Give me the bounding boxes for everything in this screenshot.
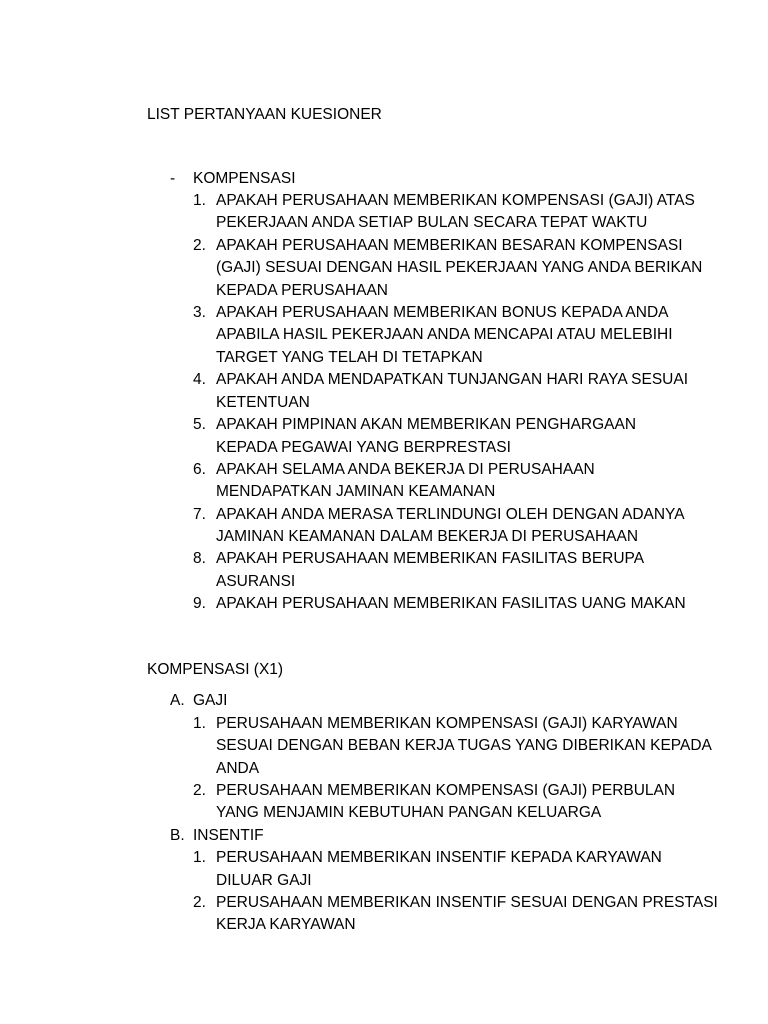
document-title: LIST PERTANYAAN KUESIONER <box>147 106 382 123</box>
statement-text: PERUSAHAAN MEMBERIKAN KOMPENSASI (GAJI) KARYAWAN <box>216 715 678 732</box>
list-heading-kompensasi: KOMPENSASI <box>193 170 296 187</box>
question-text: APAKAH PERUSAHAAN MEMBERIKAN FASILITAS BERUPA <box>216 550 645 567</box>
statement-number: 1. <box>193 715 206 732</box>
question-number: 6. <box>193 461 206 478</box>
question-text: APAKAH PERUSAHAAN MEMBERIKAN BONUS KEPADA ANDA <box>216 304 669 321</box>
question-text: APAKAH SELAMA ANDA BEKERJA DI PERUSAHAAN <box>216 461 595 478</box>
question-text: MENDAPATKAN JAMINAN KEAMANAN <box>216 483 496 500</box>
statement-text: PERUSAHAAN MEMBERIKAN INSENTIF SESUAI DENGAN PRESTASI <box>216 894 718 911</box>
question-number: 8. <box>193 550 206 567</box>
question-number: 3. <box>193 304 206 321</box>
statement-text: DILUAR GAJI <box>216 872 312 889</box>
question-text: APAKAH ANDA MENDAPATKAN TUNJANGAN HARI RAYA SESUAI <box>216 371 689 388</box>
question-text: JAMINAN KEAMANAN DALAM BEKERJA DI PERUSAHAAN <box>216 528 639 545</box>
question-text: APAKAH PERUSAHAAN MEMBERIKAN BESARAN KOMPENSASI <box>216 237 683 254</box>
section-title: KOMPENSASI (X1) <box>147 661 284 678</box>
statement-text: YANG MENJAMIN KEBUTUHAN PANGAN KELUARGA <box>216 804 602 821</box>
question-text: TARGET YANG TELAH DI TETAPKAN <box>216 349 483 366</box>
question-text: APAKAH ANDA MERASA TERLINDUNGI OLEH DENGAN ADANYA <box>216 506 685 523</box>
statement-text: PERUSAHAAN MEMBERIKAN KOMPENSASI (GAJI) PERBULAN <box>216 782 676 799</box>
question-number: 4. <box>193 371 206 388</box>
question-text: (GAJI) SESUAI DENGAN HASIL PEKERJAAN YANG ANDA BERIKAN <box>216 259 703 276</box>
statement-number: 1. <box>193 849 206 866</box>
question-text: APAKAH PERUSAHAAN MEMBERIKAN KOMPENSASI (GAJI) ATAS <box>216 192 695 209</box>
statement-number: 2. <box>193 782 206 799</box>
question-text: PEKERJAAN ANDA SETIAP BULAN SECARA TEPAT WAKTU <box>216 214 648 231</box>
question-number: 2. <box>193 237 206 254</box>
statement-text: ANDA <box>216 760 260 777</box>
statement-text: PERUSAHAAN MEMBERIKAN INSENTIF KEPADA KARYAWAN <box>216 849 662 866</box>
statement-number: 2. <box>193 894 206 911</box>
statement-text: KERJA KARYAWAN <box>216 916 356 933</box>
question-number: 7. <box>193 506 206 523</box>
question-text: APABILA HASIL PEKERJAAN ANDA MENCAPAI ATAU MELEBIHI <box>216 326 673 343</box>
list-bullet-dash: - <box>170 170 176 187</box>
question-number: 9. <box>193 595 206 612</box>
question-text: ASURANSI <box>216 573 296 590</box>
statement-text: SESUAI DENGAN BEBAN KERJA TUGAS YANG DIBERIKAN KEPADA <box>216 737 712 754</box>
subsection-heading-insentif: INSENTIF <box>193 827 264 844</box>
subsection-letter: A. <box>170 692 185 709</box>
subsection-letter: B. <box>170 827 185 844</box>
question-text: APAKAH PERUSAHAAN MEMBERIKAN FASILITAS UANG MAKAN <box>216 595 686 612</box>
question-text: KEPADA PEGAWAI YANG BERPRESTASI <box>216 439 511 456</box>
question-text: APAKAH PIMPINAN AKAN MEMBERIKAN PENGHARGAAN <box>216 416 637 433</box>
subsection-heading-gaji: GAJI <box>193 692 228 709</box>
question-text: KETENTUAN <box>216 394 310 411</box>
question-number: 5. <box>193 416 206 433</box>
question-text: KEPADA PERUSAHAAN <box>216 282 388 299</box>
question-number: 1. <box>193 192 206 209</box>
